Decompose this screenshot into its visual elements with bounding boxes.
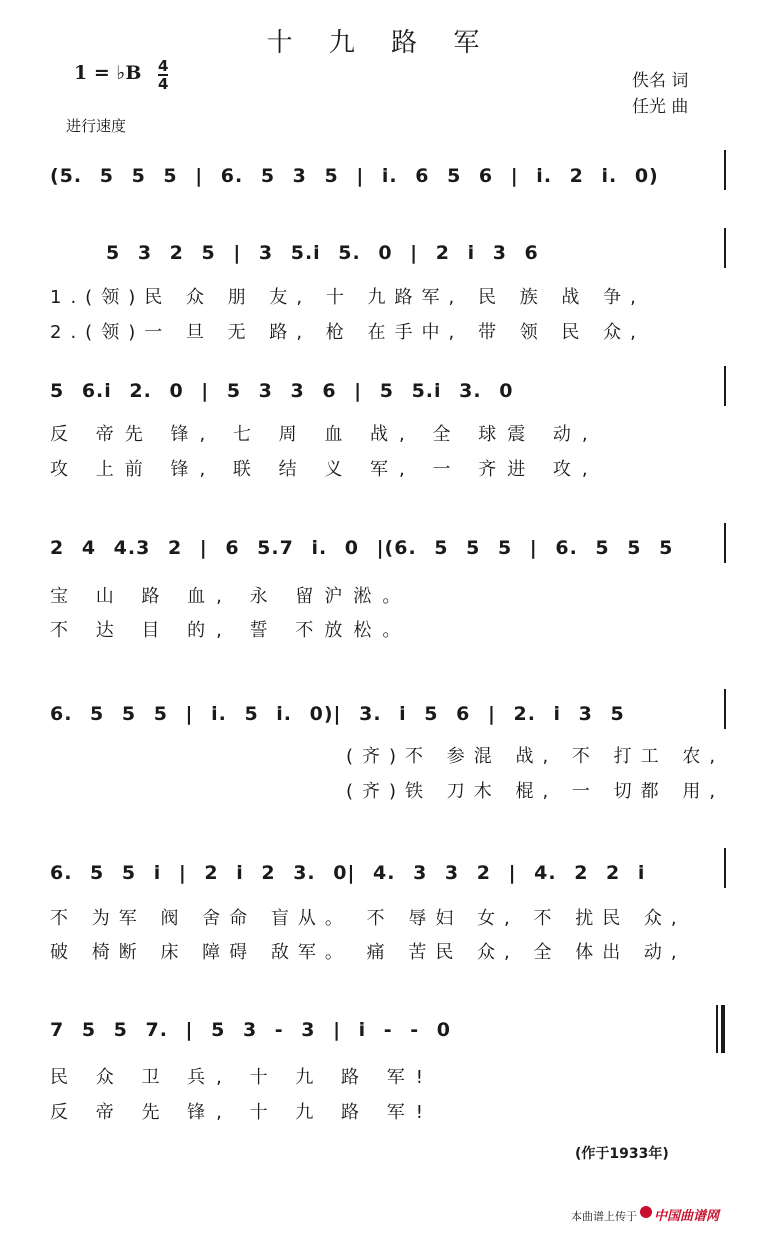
- lyrics-row-2-verse-2: 2.(领)一 旦 无 路, 枪 在手中, 带 领 民 众,: [50, 322, 645, 343]
- lyrics-row-3-verse-2: 攻 上前 锋, 联 结 义 军, 一 齐进 攻,: [50, 459, 599, 480]
- final-barline-thick: [721, 1005, 725, 1053]
- lyricist-credit: 佚名 词: [632, 71, 689, 91]
- time-signature-bottom: 4: [158, 75, 169, 93]
- site-logo-text: 中国曲谱网: [654, 1209, 720, 1224]
- notation-row-6: 6. 5 5 i | 2 i 2 3. 0| 4. 3 3 2 | 4. 2 2 i: [50, 862, 646, 884]
- site-logo-icon: [640, 1206, 652, 1218]
- notation-row-7: 7 5 5 7. | 5 3 - 3 | i - - 0: [50, 1019, 452, 1041]
- time-signature: [158, 58, 168, 92]
- lyrics-row-7-verse-2: 反 帝 先 锋, 十 九 路 军!: [50, 1102, 434, 1123]
- notation-row-1: (5. 5 5 5 | 6. 5 3 5 | i. 6 5 6 | i. 2 i. 0): [50, 165, 659, 187]
- lyrics-row-3-verse-1: 反 帝先 锋, 七 周 血 战, 全 球震 动,: [50, 424, 599, 445]
- lyrics-row-2-verse-1: 1.(领)民 众 朋 友, 十 九路军, 民 族 战 争,: [50, 287, 645, 308]
- upload-note: 本曲谱上传于: [571, 1210, 637, 1223]
- final-barline-thin: [716, 1005, 718, 1053]
- lyrics-row-5-verse-1: (齐)不 参混 战, 不 打工 农,: [346, 746, 725, 767]
- barline: [724, 848, 726, 888]
- lyrics-row-4-verse-1: 宝 山 路 血, 永 留沪淞。: [50, 586, 412, 607]
- barline: [724, 228, 726, 268]
- notation-row-3: 5 6.i 2. 0 | 5 3 3 6 | 5 5.i 3. 0: [50, 380, 514, 402]
- barline: [724, 689, 726, 729]
- time-signature-top: 4: [158, 57, 169, 75]
- song-title: 十 九 路 军: [266, 28, 494, 58]
- barline: [724, 366, 726, 406]
- lyrics-row-4-verse-2: 不 达 目 的, 誓 不放松。: [50, 620, 412, 641]
- composition-date: (作于1933年): [575, 1146, 669, 1162]
- notation-row-4: 2 4 4.3 2 | 6 5.7 i. 0 |(6. 5 5 5 | 6. 5 5 5: [50, 537, 674, 559]
- notation-row-5: 6. 5 5 5 | i. 5 i. 0)| 3. i 5 6 | 2. i 3 5: [50, 703, 625, 725]
- barline: [724, 150, 726, 190]
- lyrics-row-6-verse-1: 不 为军 阀 舍命 盲从。 不 辱妇 女, 不 扰民 众,: [50, 908, 686, 929]
- key-signature: 1 = ♭B: [74, 62, 142, 84]
- lyrics-row-7-verse-1: 民 众 卫 兵, 十 九 路 军!: [50, 1067, 434, 1088]
- lyrics-row-5-verse-2: (齐)铁 刀木 棍, 一 切都 用,: [346, 781, 725, 802]
- barline: [724, 523, 726, 563]
- lyrics-row-6-verse-2: 破 椅断 床 障碍 敌军。 痛 苦民 众, 全 体出 动,: [50, 942, 686, 963]
- composer-credit: 任光 曲: [632, 97, 689, 117]
- notation-row-2: 5 3 2 5 | 3 5.i 5. 0 | 2 i 3 6: [106, 242, 539, 264]
- tempo-marking: 进行速度: [66, 117, 127, 135]
